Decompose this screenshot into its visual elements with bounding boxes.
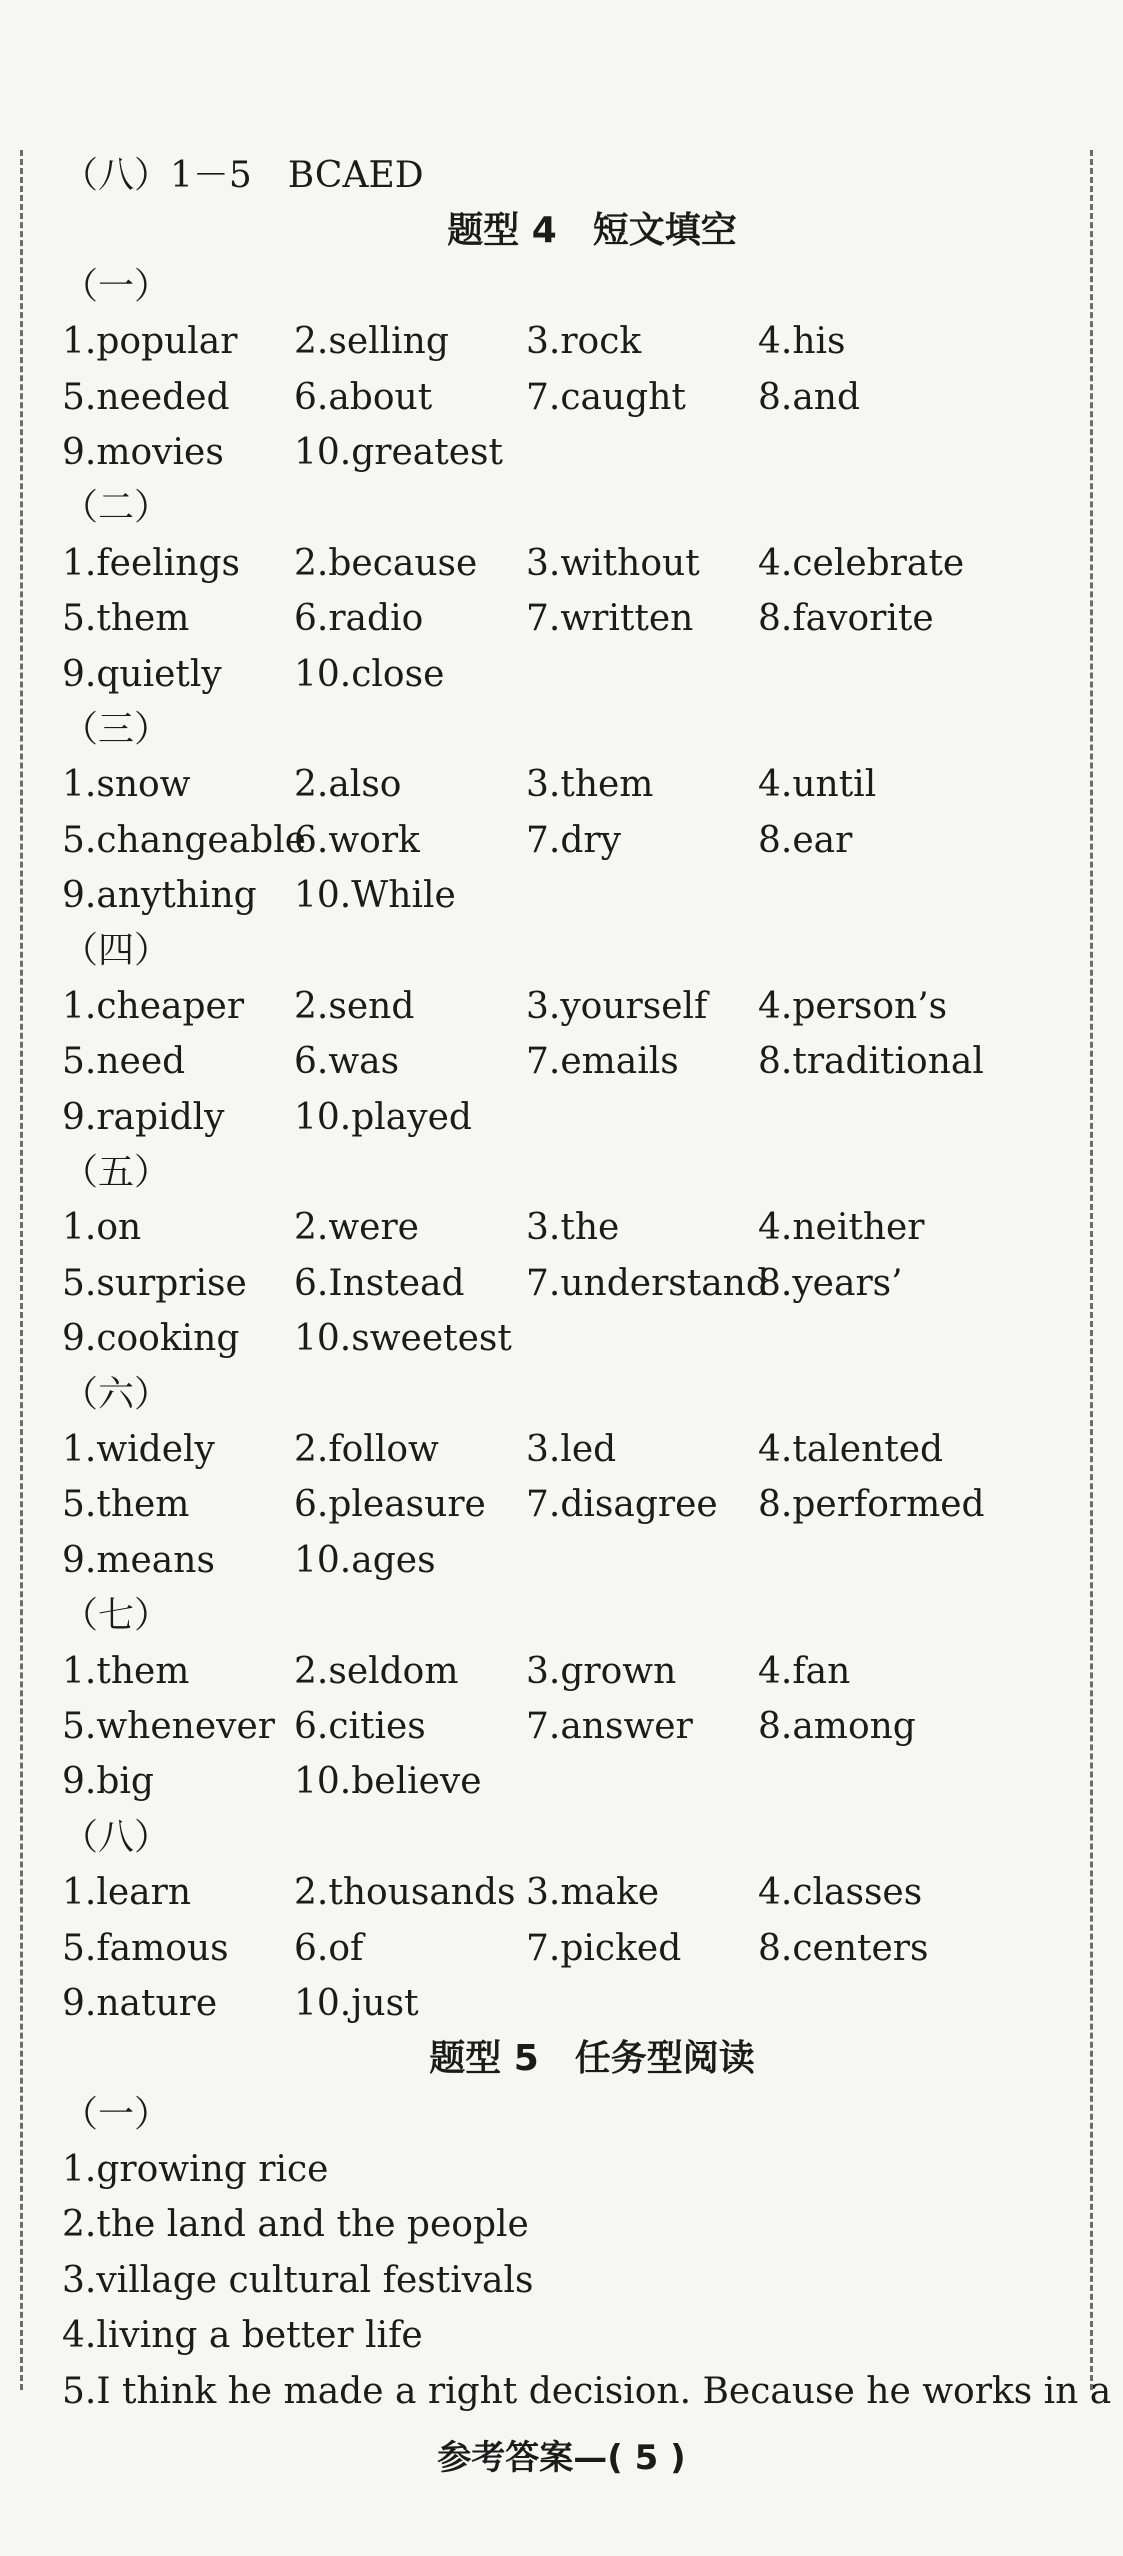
answer-cell: 5.need <box>62 1041 186 1083</box>
page-footer: 参考答案—( 5 ) <box>437 2438 686 2478</box>
task-reading-answer: 2.the land and the people <box>62 2204 529 2246</box>
answer-cell: 2.seldom <box>294 1650 459 1692</box>
section-5-answers <box>62 2142 1112 2419</box>
answer-cell: 8.ear <box>758 819 853 861</box>
answer-cell: 5.famous <box>62 1927 229 1969</box>
answer-cell: 6.work <box>294 819 420 861</box>
answer-cell: 1.popular <box>62 321 238 363</box>
answer-cell: 3.grown <box>526 1650 677 1692</box>
section-5-group-label: （一） <box>62 2093 171 2135</box>
answer-row <box>62 591 1062 646</box>
answer-cell <box>758 425 1058 480</box>
answer-cell: 3.make <box>526 1872 660 1914</box>
group-label: （三） <box>62 708 171 750</box>
answer-cell: 5.them <box>62 598 190 640</box>
group-label: （一） <box>62 265 171 307</box>
answer-cell: 7.understand <box>526 1262 769 1304</box>
answer-cell: 6.about <box>294 376 433 418</box>
answer-row <box>62 1754 1062 1809</box>
answer-cell: 2.were <box>294 1207 419 1249</box>
answer-cell: 2.also <box>294 764 402 806</box>
answer-cell <box>758 1090 1058 1145</box>
answer-row <box>62 1034 1062 1089</box>
answer-cell: 1.learn <box>62 1872 192 1914</box>
answer-cell: 8.among <box>758 1705 916 1747</box>
answer-cell: 9.nature <box>62 1982 218 2024</box>
section-5-title: 题型 5 任务型阅读 <box>429 2038 755 2080</box>
answer-cell <box>526 868 758 923</box>
answer-cell: 7.disagree <box>526 1484 718 1526</box>
answer-row <box>62 757 1062 812</box>
answer-row <box>62 1976 1062 2031</box>
answer-cell: 2.thousands <box>294 1872 516 1914</box>
answer-cell: 7.answer <box>526 1705 693 1747</box>
group-label: （八） <box>62 1816 171 1858</box>
answer-cell: 3.led <box>526 1428 617 1470</box>
answer-cell: 8.and <box>758 376 861 418</box>
answer-cell: 8.traditional <box>758 1041 984 1083</box>
answer-cell: 8.performed <box>758 1484 985 1526</box>
answer-cell <box>526 1090 758 1145</box>
answer-cell: 4.until <box>758 764 877 806</box>
answer-cell <box>758 1533 1058 1588</box>
answer-cell: 4.his <box>758 321 846 363</box>
answer-row <box>62 1644 1062 1699</box>
answer-row <box>62 1090 1062 1145</box>
answer-cell <box>758 1976 1058 2031</box>
answer-cell: 7.caught <box>526 376 686 418</box>
answer-cell: 10.greatest <box>294 431 503 473</box>
answer-cell: 4.talented <box>758 1428 944 1470</box>
answer-cell: 6.Instead <box>294 1262 465 1304</box>
answer-cell: 8.favorite <box>758 598 934 640</box>
answer-cell: 5.surprise <box>62 1262 247 1304</box>
answer-cell: 1.feelings <box>62 542 241 584</box>
answer-row <box>62 1200 1062 1255</box>
answer-cell <box>758 1311 1058 1366</box>
answer-cell <box>526 1976 758 2031</box>
answer-cell: 10.close <box>294 653 445 695</box>
answer-cell: 7.dry <box>526 819 621 861</box>
answer-cell: 5.needed <box>62 376 230 418</box>
answer-cell: 3.rock <box>526 321 642 363</box>
section-4-title: 题型 4 短文填空 <box>447 210 737 252</box>
answer-cell: 1.them <box>62 1650 190 1692</box>
answer-cell <box>526 1754 758 1809</box>
top-answer-line: （八）1－5 BCAED <box>62 155 424 196</box>
answer-cell: 9.means <box>62 1539 215 1581</box>
task-reading-answer: 4.living a better life <box>62 2315 423 2357</box>
answer-row <box>62 425 1062 480</box>
answer-row <box>62 536 1062 591</box>
left-cut-line <box>20 150 23 2390</box>
answer-cell: 4.person’s <box>758 985 948 1027</box>
answer-cell: 3.yourself <box>526 985 708 1027</box>
answer-cell <box>526 1533 758 1588</box>
answer-cell: 2.because <box>294 542 478 584</box>
task-reading-answer: 3.village cultural festivals <box>62 2259 534 2301</box>
answer-row <box>62 1256 1062 1311</box>
answer-row <box>62 647 1062 702</box>
answer-row <box>62 1477 1062 1532</box>
answer-cell <box>526 647 758 702</box>
answer-cell: 10.believe <box>294 1761 482 1803</box>
group-label: （七） <box>62 1595 171 1637</box>
group-label: （二） <box>62 487 171 529</box>
answer-cell: 10.played <box>294 1096 472 1138</box>
answer-row <box>62 1311 1062 1366</box>
answer-cell: 6.radio <box>294 598 424 640</box>
answer-cell: 7.emails <box>526 1041 679 1083</box>
group-label: （五） <box>62 1152 171 1194</box>
answer-row <box>62 1699 1062 1754</box>
task-reading-answer: 5.I think he made a right decision. Because he works in a <box>62 2370 1112 2412</box>
answer-cell: 5.them <box>62 1484 190 1526</box>
answer-cell: 6.of <box>294 1927 364 1969</box>
answer-row <box>62 979 1062 1034</box>
answer-cell <box>758 1754 1058 1809</box>
fill-in-groups <box>62 259 1062 2032</box>
answer-cell: 3.without <box>526 542 700 584</box>
answer-cell: 7.written <box>526 598 694 640</box>
group-label: （六） <box>62 1373 171 1415</box>
answer-cell: 9.cooking <box>62 1318 240 1360</box>
answer-cell: 3.the <box>526 1207 620 1249</box>
answer-cell: 1.widely <box>62 1428 215 1470</box>
answer-cell: 9.big <box>62 1761 154 1803</box>
answer-cell: 1.snow <box>62 764 191 806</box>
answer-cell: 8.centers <box>758 1927 929 1969</box>
answer-cell: 4.classes <box>758 1872 923 1914</box>
answer-cell: 1.cheaper <box>62 985 245 1027</box>
answer-row <box>62 1422 1062 1477</box>
answer-row <box>62 868 1062 923</box>
answer-cell <box>526 425 758 480</box>
answer-cell: 6.pleasure <box>294 1484 486 1526</box>
answer-cell <box>758 647 1058 702</box>
answer-cell <box>758 868 1058 923</box>
answer-row <box>62 314 1062 369</box>
answer-cell: 2.selling <box>294 321 449 363</box>
answer-row <box>62 1533 1062 1588</box>
task-reading-answer: 1.growing rice <box>62 2149 329 2191</box>
answer-cell: 3.them <box>526 764 654 806</box>
answer-row <box>62 1921 1062 1976</box>
answer-cell: 1.on <box>62 1207 142 1249</box>
answer-cell: 5.whenever <box>62 1705 275 1747</box>
answer-cell: 9.quietly <box>62 653 222 695</box>
answer-cell: 6.was <box>294 1041 400 1083</box>
answer-row <box>62 1865 1062 1920</box>
answer-cell <box>526 1311 758 1366</box>
answer-cell: 5.changeable <box>62 819 307 861</box>
answer-cell: 2.send <box>294 985 415 1027</box>
answer-row <box>62 813 1062 868</box>
answer-cell: 7.picked <box>526 1927 682 1969</box>
answer-cell: 4.neither <box>758 1207 925 1249</box>
answer-cell: 9.anything <box>62 875 257 917</box>
answer-cell: 6.cities <box>294 1705 426 1747</box>
answer-cell: 10.ages <box>294 1539 436 1581</box>
answer-key-content <box>62 148 1112 2419</box>
answer-cell: 2.follow <box>294 1428 439 1470</box>
answer-cell: 4.celebrate <box>758 542 965 584</box>
answer-row <box>62 370 1062 425</box>
answer-cell: 8.years’ <box>758 1262 903 1304</box>
answer-cell: 10.While <box>294 875 456 917</box>
answer-cell: 9.rapidly <box>62 1096 225 1138</box>
answer-cell: 10.just <box>294 1982 419 2024</box>
answer-cell: 10.sweetest <box>294 1318 512 1360</box>
answer-cell: 9.movies <box>62 431 224 473</box>
answer-cell: 4.fan <box>758 1650 851 1692</box>
right-cut-line <box>1090 150 1093 2390</box>
group-label: （四） <box>62 930 171 972</box>
